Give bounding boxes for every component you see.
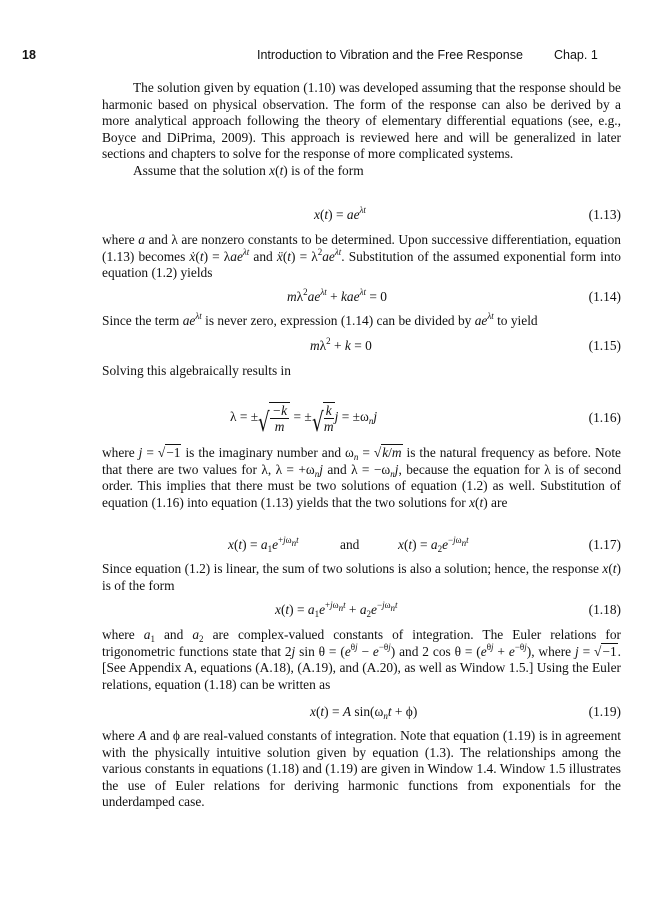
equation-1-19: x(t) = A $\sin(\omega_nt + \phi)$ (1.19) [310, 704, 621, 721]
equation-1-14: $m\lambda^2ae^{\lambda t} + kae^{\lambda t} = 0$ (1.14) [287, 287, 621, 304]
page-number: 18 [22, 48, 36, 62]
running-title: Introduction to Vibration and the Free Response [257, 48, 523, 62]
equation-1-18: $x(t) = a_1e^{+j\omega_nt} + a_2e^{-j\omega_nt}$ (1.18) [275, 600, 621, 619]
paragraph-4: Since the term $ae^{\lambda t}$ is never zero, expression (1.14) can be divided by $ae^{\lambda t}$ to yield [102, 311, 538, 328]
paragraph-3: where a and λ are nonzero constants to be determined. Upon successive differentiation, equation (1.13) becomes ẋ(t) = λae$^{\lambda t}$ and ẍ(t) = $\lambda^2ae^{\lambda t}$. Substitution of the assumed exponential form into equation (1.2) yields [102, 232, 622, 281]
equation-1-17: $x(t) = a_1e^{+j\omega_nt}$ and $x(t) = a_2e^{-j\omega_nt}$ (1.17) [228, 535, 621, 554]
paragraph-1: The solution given by equation (1.10) was developed assuming that the response should be harmonic based on physical observation. The form of the response can also be derived by a more analytical approach following the theory of elementary differential equations (see, e.g., Boyce and DiPrima, 2009). This approach is reviewed here and will be generalized in later sections and chapters to solve for the response of more complicated systems. Assume that the solution x(t) is of the form [102, 80, 621, 178]
paragraph-8: where $a_1$ and $a_2$ are complex-valued constants of integration. The Euler relations for trigonometric functions state that 2j $\sin \theta = (e^{\theta j} - e^{-\theta j})$ and 2 $\cos \theta = (e^{\theta j} + e^{-\theta j})$, where j = √−1. [See Appendix A, equations (A.18), (A.19), and (A.20), as well as Window 1.5.] Using the Euler relations, equation (1.18) can be written as [102, 627, 622, 692]
paragraph-7: Since equation (1.2) is linear, the sum of two solutions is also a solution; hence, the response x(t) is of the form [102, 561, 621, 593]
paragraph-9: where A and ϕ are real-valued constants of integration. Note that equation (1.19) is in agreement with the physically intuitive solution given by equation (1.3). The relationships among the various constants in equations (1.18) and (1.19) are given in Window 1.4. Window 1.5 illustrates the use of Euler relations for deriving harmonic functions from exponentials for the underdamped case. [102, 728, 622, 810]
equation-1-16: λ = ± √ $\frac{-k}{m}$ = ± √ $\frac{k}{m}$ $j = \pm\omega_nj$ (1.16) [230, 403, 621, 438]
chapter-label: Chap. 1 [554, 48, 598, 62]
paragraph-6: where j = √−1 is the imaginary number and $\omega_n = √k/m$ is the natural frequency as before. Note that there are two values for λ, $\lambda = +\omega_nj$ and $\lambda = -\omega_nj$, because the equation for λ is of second order. This implies that there must be two solutions of equation (1.2) as well. Substitution of equation (1.16) into equation (1.13) yields that the two solutions for x(t) are [102, 445, 622, 510]
paragraph-5: Solving this algebraically results in [102, 363, 291, 378]
equation-1-13: $x(t) = ae^{\lambda t}$ (1.13) [314, 205, 621, 222]
equation-1-15: $m\lambda^2 + k = 0$ (1.15) [310, 336, 621, 353]
